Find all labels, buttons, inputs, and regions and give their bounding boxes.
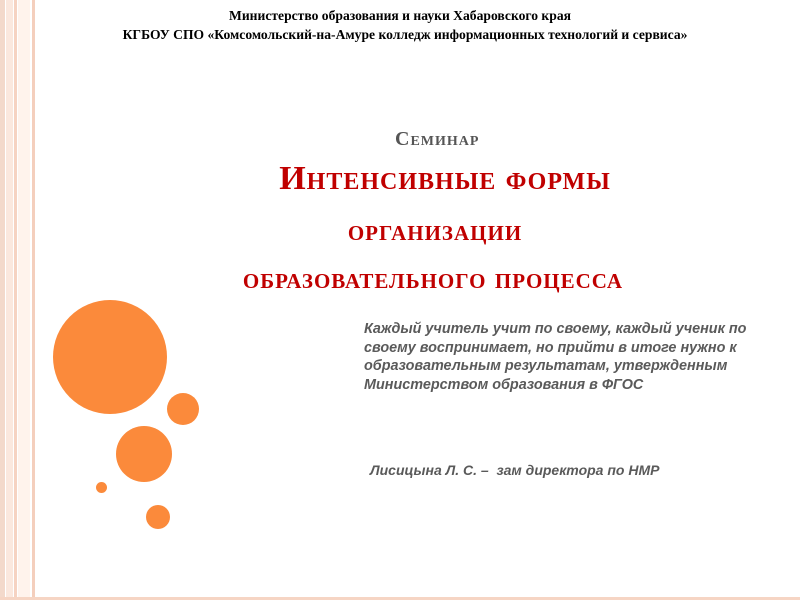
slide-title-line-1: Интенсивные формы bbox=[279, 160, 611, 197]
decor-circle-small bbox=[167, 393, 199, 425]
decor-circle-large bbox=[53, 300, 167, 414]
seminar-label: Семинар bbox=[395, 128, 480, 150]
decor-circle-medium bbox=[116, 426, 172, 482]
decor-circle-small bbox=[146, 505, 170, 529]
ministry-line: Министерство образования и науки Хабаровского края bbox=[229, 8, 571, 23]
quote-text: Каждый учитель учит по своему, каждый ученик по своему воспринимает, но прийти в итоге нужно к образовательным результатам, утвержденным Министерством образования в ФГОС bbox=[364, 321, 747, 393]
college-line: КГБОУ СПО «Комсомольский-на-Амуре колледж информационных технологий и сервиса» bbox=[122, 27, 688, 42]
decor-stripe bbox=[6, 0, 13, 600]
decor-stripe bbox=[32, 0, 35, 600]
slide-title-line-3: образовательного процесса bbox=[242, 262, 624, 295]
decor-stripe bbox=[0, 0, 5, 600]
decor-stripe bbox=[14, 0, 17, 600]
slide-header bbox=[0, 6, 800, 44]
slide-title-line-2: организации bbox=[347, 214, 523, 247]
author-line: Лисицына Л. С. – зам директора по НМР bbox=[370, 462, 660, 478]
decor-stripe bbox=[18, 0, 30, 600]
decor-circle-tiny bbox=[96, 482, 107, 493]
